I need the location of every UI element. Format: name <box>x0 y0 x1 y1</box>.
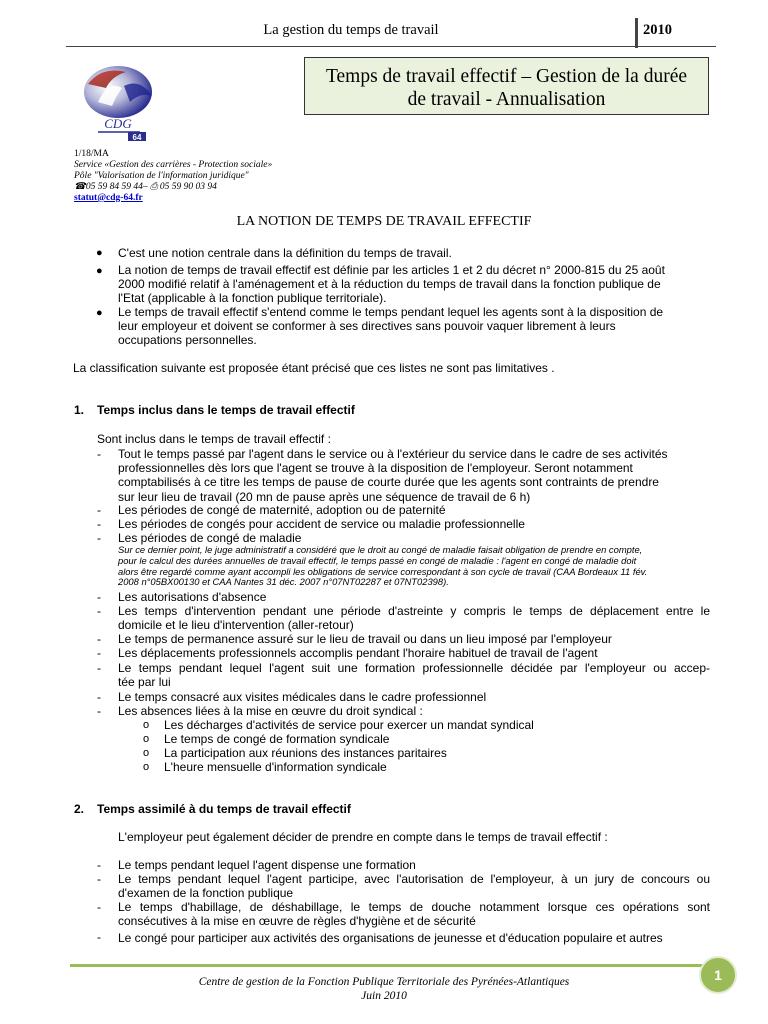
service-phone: ☎05 59 84 59 44– ⎙ 05 59 90 03 94 <box>74 182 217 192</box>
section-1-number: 1. <box>74 403 85 417</box>
footer-rule <box>70 964 720 967</box>
bullet-icon: ● <box>96 307 103 319</box>
service-info <box>74 149 272 204</box>
s1-item-6: Les temps d'intervention pendant une période d'astreinte y compris le temps de déplacement entre le domicile et le lieu d'intervention (aller-retour) <box>118 604 710 633</box>
s1-item-11: Les absences liées à la mise en œuvre du droit syndical : <box>118 704 423 718</box>
circle-bullet-icon: o <box>143 733 150 745</box>
s2-item-1: Le temps pendant lequel l'agent dispense une formation <box>118 858 416 872</box>
dash-icon: - <box>97 661 101 675</box>
s1-item-7: Le temps de permanence assuré sur le lieu de travail ou dans un lieu imposé par l'employeur <box>118 632 612 646</box>
dash-icon: - <box>97 872 101 886</box>
header-rule <box>66 46 716 47</box>
dash-icon: - <box>97 690 101 704</box>
dash-icon: - <box>97 632 101 646</box>
dash-icon: - <box>97 646 101 660</box>
document-title-box <box>304 57 709 115</box>
s1-subitem-3: La participation aux réunions des instances paritaires <box>164 746 447 760</box>
logo-number: 64 <box>132 133 142 142</box>
circle-bullet-icon: o <box>143 761 150 773</box>
logo-text: CDG <box>104 116 132 131</box>
section-1-intro: Sont inclus dans le temps de travail effectif : <box>97 432 331 446</box>
s1-item-1: Tout le temps passé par l'agent dans le service ou à l'extérieur du service dans le cadre de ses activités professionnelles dès lors que l'agent se trouve à la disposition de l'employeur. Seront notamment comptabilisés à ce titre les temps de pause de courte durée que les agents sont contraints de prendre sur leur lieu de travail (20 mn de pause après une séquence de travail de 6 h) <box>118 447 668 504</box>
intro-bullet-3: Le temps de travail effectif s'entend comme le temps pendant lequel les agents sont à la disposition de leur employeur et doivent se conformer à ses directives sans pouvoir vaquer librement à leurs occupations personnelles. <box>118 305 664 348</box>
main-heading: LA NOTION DE TEMPS DE TRAVAIL EFFECTIF <box>236 214 532 229</box>
title-line-1: Temps de travail effectif – Gestion de la durée <box>325 66 688 87</box>
footer-line-2: Juin 2010 <box>361 990 407 1002</box>
s1-subitem-4: L'heure mensuelle d'information syndicale <box>164 760 387 774</box>
page-number-badge: 1 <box>699 956 737 994</box>
s1-item-4: Les périodes de congé de maladie <box>118 531 302 545</box>
service-ref: 1/18/MA <box>74 149 109 159</box>
dash-icon: - <box>97 858 101 872</box>
bullet-icon: ● <box>96 247 103 259</box>
circle-bullet-icon: o <box>143 719 150 731</box>
s1-subitem-1: Les décharges d'activités de service pour exercer un mandat syndical <box>164 718 534 732</box>
bullet-icon: ● <box>96 265 103 277</box>
dash-icon: - <box>97 503 101 517</box>
intro-bullet-1: C'est une notion centrale dans la définition du temps de travail. <box>118 246 452 260</box>
cdg-logo <box>78 62 160 144</box>
section-2-number: 2. <box>74 802 85 816</box>
s1-item-8: Les déplacements professionnels accomplis pendant l'horaire habituel de travail de l'agent <box>118 646 598 660</box>
service-email-link[interactable]: statut@cdg-64.fr <box>74 193 143 203</box>
header-title: La gestion du temps de travail <box>263 22 439 38</box>
dash-icon: - <box>97 704 101 718</box>
header-divider <box>635 18 638 48</box>
s2-item-3: Le temps d'habillage, de déshabillage, le temps de douche notamment lorsque ces opérations sont consécutives à la mise en œuvre de règles d'hygiène et de sécurité <box>118 900 710 929</box>
s2-item-4: Le congé pour participer aux activités des organisations de jeunesse et d'éducation populaire et autres <box>118 931 663 945</box>
dash-icon: - <box>97 930 101 944</box>
service-line-2: Pôle "Valorisation de l'information juridique" <box>74 171 249 181</box>
s2-item-2: Le temps pendant lequel l'agent participe, avec l'autorisation de l'employeur, à un jury de concours ou d'examen de la fonction publique <box>118 872 710 901</box>
circle-bullet-icon: o <box>143 747 150 759</box>
section-2-title: Temps assimilé à du temps de travail effectif <box>97 802 351 816</box>
header-year: 2010 <box>643 22 672 38</box>
section-1-title: Temps inclus dans le temps de travail effectif <box>97 403 355 417</box>
footer-text <box>0 975 768 1003</box>
footer-line-1: Centre de gestion de la Fonction Publique Territoriale des Pyrénées-Atlantiques <box>198 976 570 988</box>
section-2-intro: L'employeur peut également décider de prendre en compte dans le temps de travail effectif : <box>118 830 608 844</box>
s1-subitem-2: Le temps de congé de formation syndicale <box>164 732 390 746</box>
intro-bullet-2: La notion de temps de travail effectif est définie par les articles 1 et 2 du décret n° 2000-815 du 25 août 2000 modifié relatif à l'aménagement et à la réduction du temps de travail dans la fonction publique de l'Etat (applicable à la fonction publique territoriale). <box>118 263 665 306</box>
s1-item-2: Les périodes de congé de maternité, adoption ou de paternité <box>118 503 446 517</box>
dash-icon: - <box>97 590 101 604</box>
title-line-2: de travail - Annualisation <box>407 89 606 110</box>
dash-icon: - <box>97 447 101 461</box>
s1-item-10: Le temps consacré aux visites médicales dans le cadre professionnel <box>118 690 487 704</box>
dash-icon: - <box>97 900 101 914</box>
s1-item-9: Le temps pendant lequel l'agent suit une formation professionnelle décidée par l'employeur ou accep- tée par lui <box>118 661 710 690</box>
dash-icon: - <box>97 517 101 531</box>
service-line-1: Service «Gestion des carrières - Protection sociale» <box>74 160 273 170</box>
s1-item-3: Les périodes de congés pour accident de service ou maladie professionnelle <box>118 517 525 531</box>
dash-icon: - <box>97 531 101 545</box>
jurisprudence-note: Sur ce dernier point, le juge administratif a considéré que le droit au congé de maladie faisait obligation de prendre en compte, pour le calcul des durées annuelles de travail effectif, le temps passé en congé de maladie : l'agent en congé de maladie doit alors être regardé comme ayant accompli les obligations de service correspondant à son cycle de travail (CAA Bordeaux 11 fév. 2008 n°05BX00130 et CAA Nantes 31 déc. 2007 n°07NT02287 et 07NT02398). <box>118 544 648 588</box>
classification-text: La classification suivante est proposée étant précisé que ces listes ne sont pas limitatives . <box>73 361 555 375</box>
s1-item-5: Les autorisations d'absence <box>118 590 267 604</box>
dash-icon: - <box>97 604 101 618</box>
